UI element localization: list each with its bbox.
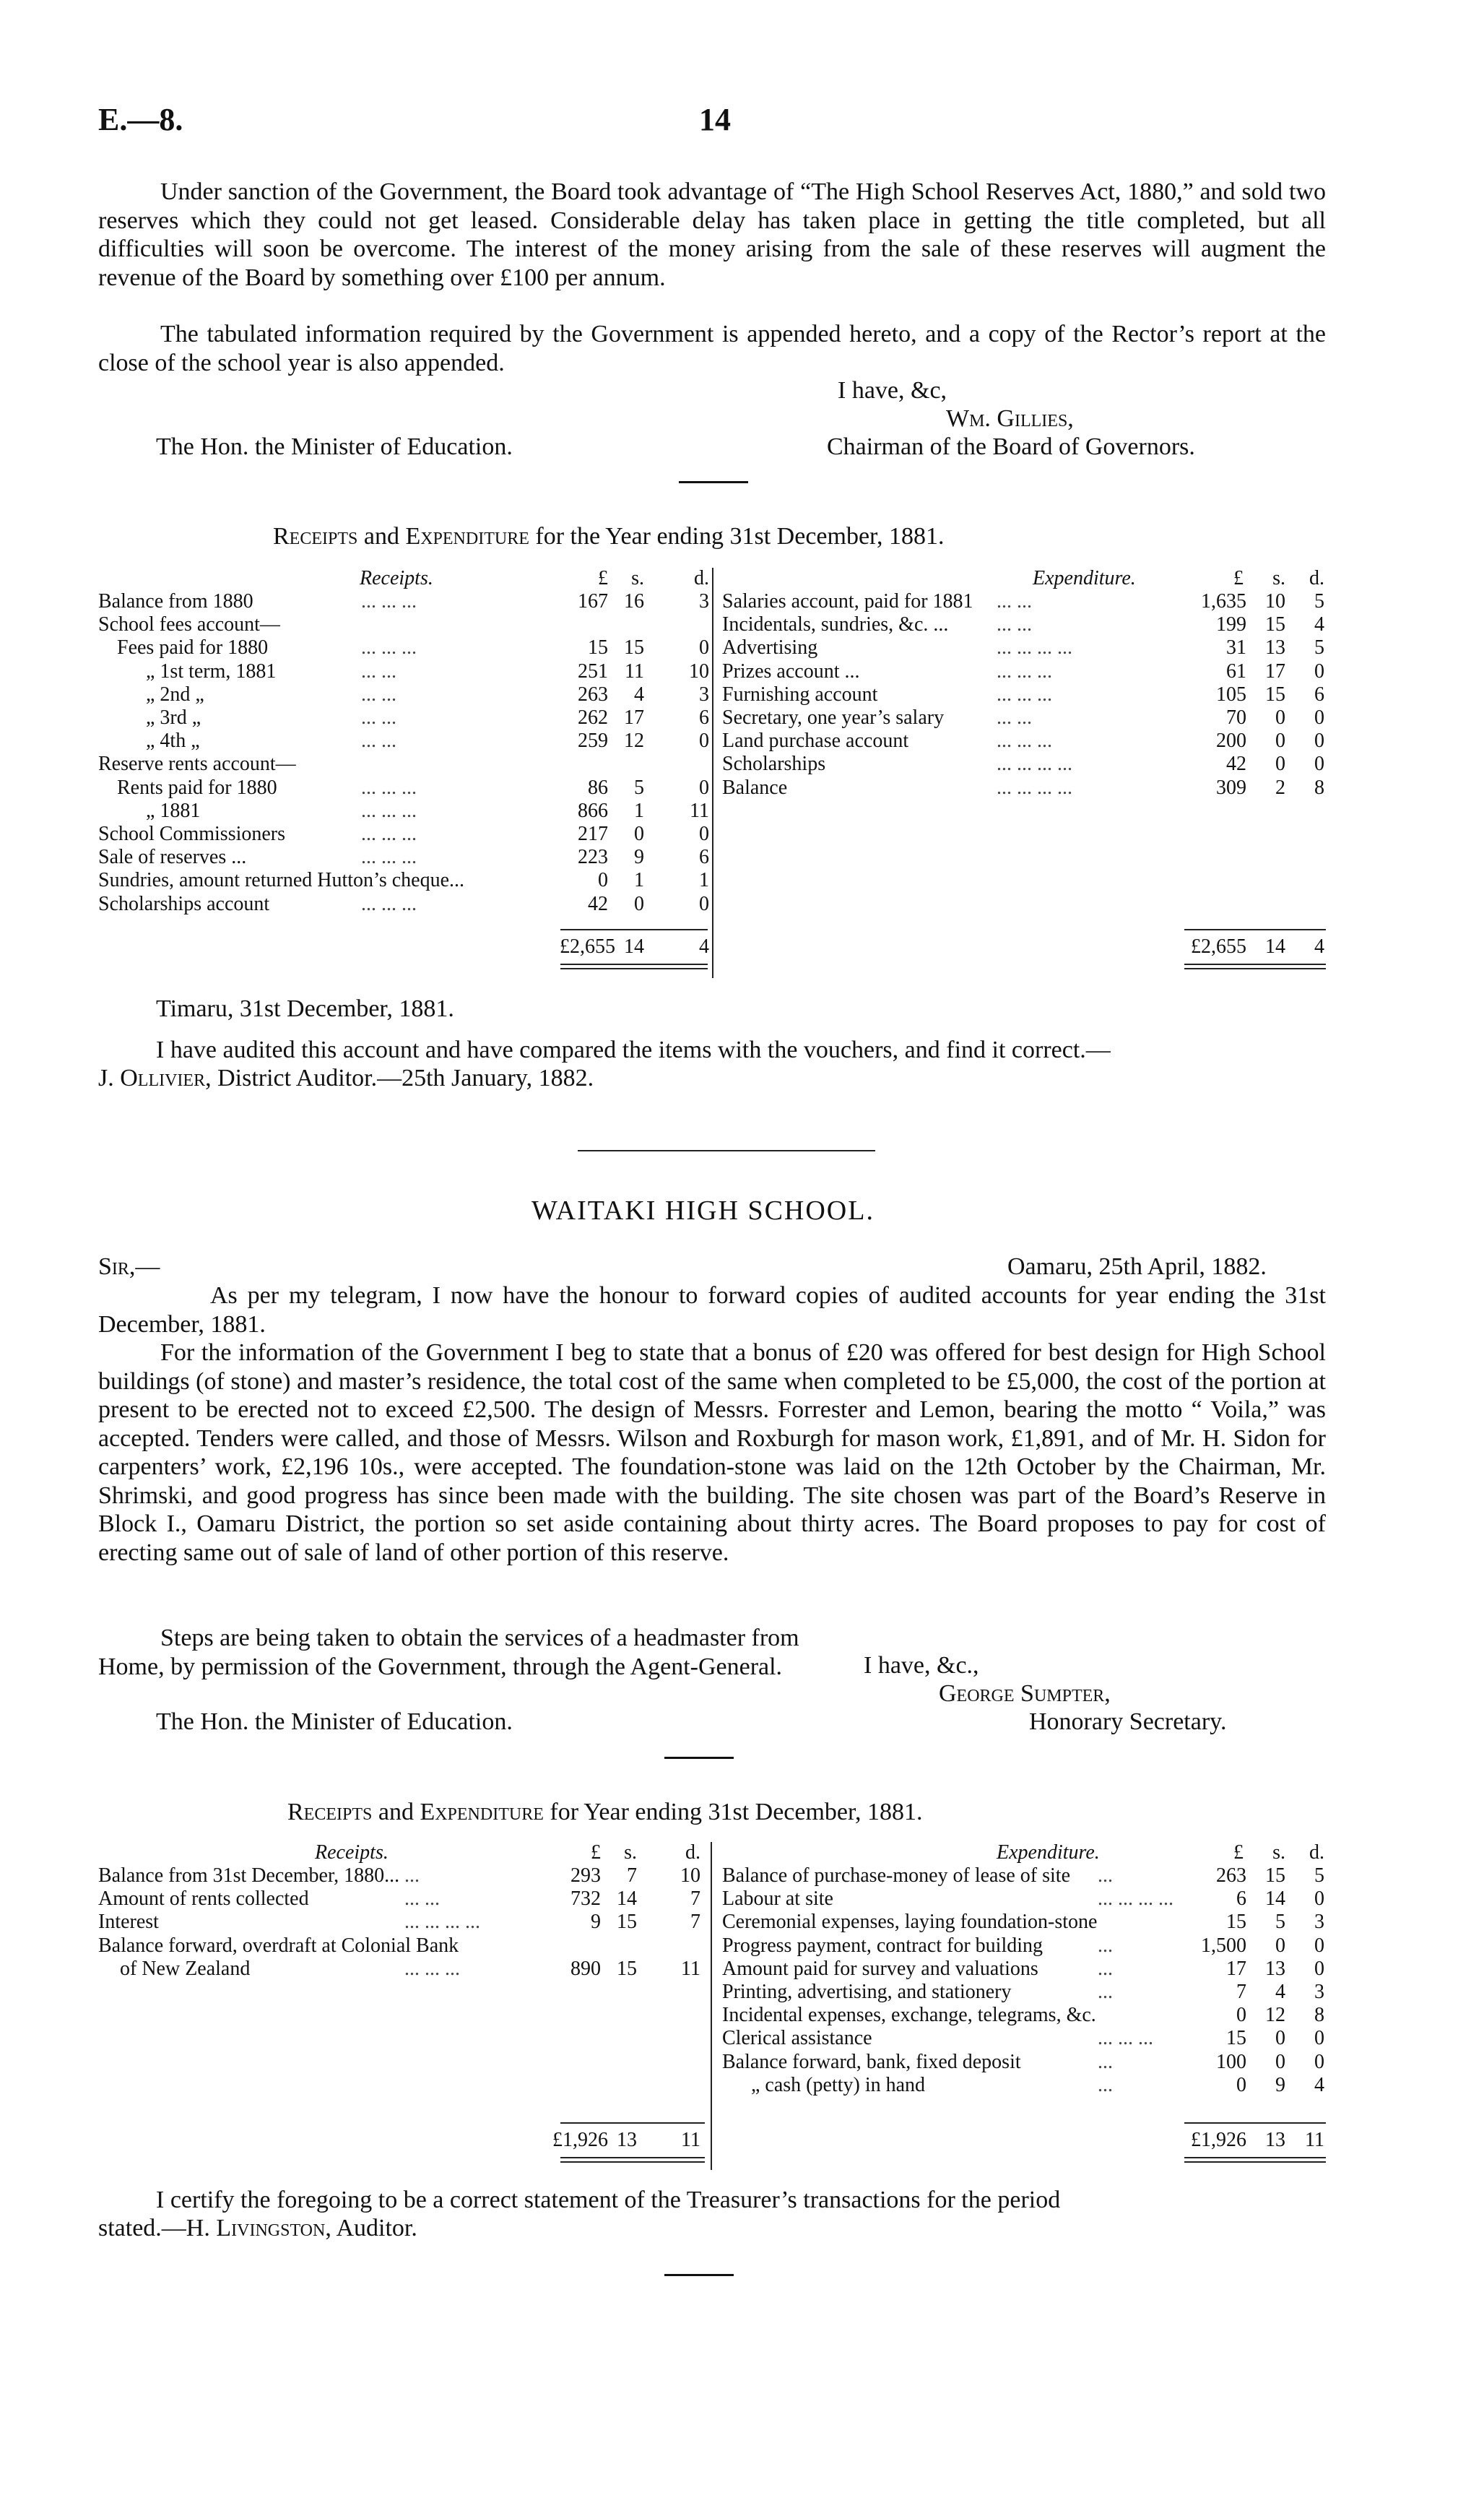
table2-expenditure-pounds: 1,500 [1201,1934,1246,1957]
table2-receipt-pence: 10 [680,1864,700,1887]
table1-receipt-pounds: 866 [578,799,608,822]
table1-receipt-pounds: 15 [588,636,608,660]
table2-expenditure-pence: 5 [1314,1864,1324,1887]
table1-receipt-label: „ 3rd „ [146,706,201,729]
letter-signatory: Wm. Gillies, [946,405,1074,432]
table2-exp-pence-header: d. [1309,1841,1324,1864]
table1-receipt-pence: 3 [699,590,709,613]
table2-receipt-pounds [542,1935,601,1957]
table2-expenditure-shillings: 14 [1265,1888,1285,1911]
table2-expenditure-pence: 0 [1314,1888,1324,1911]
table1-expenditure-pence: 0 [1314,730,1324,753]
table1-receipt-pence [680,753,709,775]
table1-receipts-total-rule [560,929,708,930]
table1-expenditure-shillings: 0 [1275,753,1285,776]
table1-expenditure-leader: ... ... [997,613,1032,636]
table2-receipt-label: Balance forward, overdraft at Colonial Bank [98,1934,459,1957]
table2-rec-pence-header: d. [685,1841,700,1864]
table1-receipt-label: Rents paid for 1880 [117,776,277,799]
table1-receipt-shillings: 16 [624,590,644,613]
certify-suffix: , Auditor. [325,2215,417,2241]
table1-receipt-label: School fees account— [98,613,280,636]
table2-receipt-leader: ... ... [404,1888,440,1911]
table1-expenditure-pence: 8 [1314,776,1324,799]
table1-title-rest: for the Year ending 31st December, 1881. [529,523,945,550]
table1-expenditure-double-rule-1 [1184,964,1326,965]
table1-receipt-pence: 0 [699,776,709,799]
table1-divider [712,568,713,978]
table1-expenditure-leader: ... ... [997,706,1032,729]
waitaki-signatory: George Sumpter, [939,1680,1111,1707]
table1-expenditure-label: Secretary, one year’s salary [722,706,945,729]
table2-expenditure-pence: 0 [1314,2027,1324,2050]
table1-expenditure-label: Salaries account, paid for 1881 [722,590,973,613]
table1-receipt-pounds: 263 [578,683,608,706]
table2-receipt-pounds: 293 [570,1864,601,1887]
table1-expenditure-pence: 0 [1314,660,1324,683]
table2-expenditure-pounds: 100 [1216,2050,1246,2073]
table1-receipt-leader: ... ... ... [361,776,417,799]
table1-receipt-shillings: 1 [634,799,644,822]
table2-expenditure-leader: ... [1098,1957,1113,1980]
table2-expenditure-total-shillings: 13 [1265,2129,1285,2151]
table2-title-receipts: Receipts [287,1799,373,1825]
table1-date-line: Timaru, 31st December, 1881. [156,995,454,1022]
table2-receipt-shillings: 15 [617,1957,637,1980]
section-rule [679,481,748,483]
waitaki-paragraph-2: For the information of the Government I beg to state that a bonus of £20 was offered for best design for High School buildings (of stone) and master’s residence, the total cost of the same when completed to be £5,000, the cost of the portion at present to be erected not to exceed £2,500. The design of Messrs. Forrester and Lemon, bearing the motto “ Voila,” was accepted. Tenders were called, and those of Messrs. Wilson and Roxburgh for mason work, £1,891, and of Mr. H. Sidon for carpenters’ work, £2,196 10s., were accepted. The foundation-stone was laid on the 12th October by the Chairman, Mr. Shrimski, and good progress has since been made with the building. The site chosen was part of the Board’s Reserve in Block I., Oamaru District, the portion so set aside containing about thirty acres. The Board proposes to pay for cost of erecting same out of sale of land of other portion of this reserve. [98,1339,1326,1566]
table2-expenditure-leader: ... ... ... [1098,2027,1153,2050]
certify-prefix: stated.—H. [98,2215,217,2241]
table1-expenditure-leader: ... ... [997,590,1032,613]
table1-expenditure-header: Expenditure. [1033,567,1136,589]
table2-receipt-pounds: 9 [591,1911,601,1934]
table2-expenditure-leader: ... [1098,1934,1113,1957]
table1-receipt-pounds [549,614,608,636]
table2-receipt-pence: 7 [690,1888,700,1911]
table1-receipts-double-rule-2 [560,968,708,969]
table1-receipt-shillings: 15 [624,636,644,660]
table1-receipts-total-shillings: 14 [624,935,644,958]
table1-receipt-label: „ 1881 [146,799,201,822]
table2-expenditure-pounds: 6 [1236,1888,1246,1911]
table2-receipt-label: of New Zealand [120,1957,251,1980]
table1-expenditure-label: Balance [722,776,788,799]
table1-receipt-pence: 0 [699,636,709,660]
table1-expenditure-pence: 0 [1314,753,1324,776]
table1-expenditure-pence: 5 [1314,590,1324,613]
table2-receipt-label: Interest [98,1911,159,1934]
table1-expenditure-shillings: 15 [1265,613,1285,636]
table1-expenditure-pence: 6 [1314,683,1324,706]
table2-receipt-pence [672,1935,700,1957]
table1-expenditure-pounds: 61 [1226,660,1246,683]
table1-expenditure-pounds: 31 [1226,636,1246,660]
waitaki-paragraph-1: As per my telegram, I now have the honour to forward copies of audited accounts for year ending the 31st December, 1881. [98,1282,1326,1338]
table2-expenditure-label: Clerical assistance [722,2027,872,2050]
table1-expenditure-total-rule [1184,929,1326,930]
table1-expenditure-pence: 4 [1314,613,1324,636]
table2-expenditure-pence: 8 [1314,2004,1324,2027]
table1-expenditure-leader: ... ... ... [997,730,1052,753]
table2-expenditure-pounds: 263 [1216,1864,1246,1887]
table1-receipt-label: Sundries, amount returned Hutton’s cheque... [98,869,465,892]
table1-expenditure-pounds: 199 [1216,613,1246,636]
table1-title [273,523,945,550]
table1-receipts-double-rule-1 [560,964,708,965]
table1-receipt-shillings: 0 [634,823,644,845]
table2-receipts-total-shillings: 13 [617,2129,637,2151]
table2-expenditure-label: Ceremonial expenses, laying foundation-stone [722,1911,1098,1934]
table1-receipts-total-pounds: £2,655 [560,935,615,958]
letter-paragraph-1: Under sanction of the Government, the Board took advantage of “The High School Reserves Act, 1880,” and sold two reserves which they could not get leased. Considerable delay has taken place in getting the title completed, but all difficulties will soon be overcome. The interest of the money arising from the sale of these reserves will augment the revenue of the Board by something over £100 per annum. [98,178,1326,291]
table2-expenditure-leader: ... [1098,1864,1113,1887]
table2-expenditure-pence: 3 [1314,1911,1324,1934]
table1-expenditure-double-rule-2 [1184,968,1326,969]
table1-receipt-shillings [618,753,644,775]
waitaki-addressee: The Hon. the Minister of Education. [156,1708,513,1735]
auditor-name: Livingston [216,2215,326,2241]
table2-expenditure-label: Labour at site [722,1888,833,1911]
table1-receipt-pounds [549,753,608,775]
table1-receipt-pence [680,614,709,636]
table1-receipt-label: Fees paid for 1880 [117,636,269,660]
table2-expenditure-leader: ... [1098,2073,1113,2096]
table1-receipt-shillings: 0 [634,892,644,915]
section-rule [664,1757,734,1759]
table1-receipt-label: Sale of reserves ... [98,846,247,869]
table1-expenditure-leader: ... ... ... [997,660,1052,683]
letter-paragraph-2: The tabulated information required by the Government is appended hereto, and a copy of the Rector’s report at the close of the school year is also appended. [98,321,1326,376]
table1-expenditure-label: Incidentals, sundries, &c. ... [722,613,949,636]
table1-receipt-label: Reserve rents account— [98,753,296,776]
table1-rec-pence-header: d. [694,567,709,589]
table1-receipt-pence: 6 [699,706,709,729]
table1-expenditure-label: Furnishing account [722,683,878,706]
table2-expenditure-pounds: 15 [1226,1911,1246,1934]
table2-expenditure-shillings: 0 [1275,2050,1285,2073]
table2-expenditure-shillings: 4 [1275,1981,1285,2003]
table1-receipt-pounds: 259 [578,730,608,753]
table2-title-and: and [372,1799,420,1825]
table2-expenditure-pounds: 15 [1226,2027,1246,2050]
table2-expenditure-label: Incidental expenses, exchange, telegrams, &c. [722,2004,1096,2027]
table1-receipt-pounds: 86 [588,776,608,799]
table1-receipt-leader: ... ... [361,706,396,729]
letter-closing: I have, &c, [838,377,947,404]
table1-expenditure-pounds: 200 [1216,730,1246,753]
closing-rule [664,2274,734,2276]
table2-receipts-total-rule [560,2122,705,2124]
table1-receipts-total-pence: 4 [699,935,709,958]
table2-expenditure-pounds: 17 [1226,1957,1246,1980]
table1-expenditure-leader: ... ... ... ... [997,753,1072,776]
table1-receipt-shillings: 12 [624,730,644,753]
table1-expenditure-label: Advertising [722,636,818,660]
table1-expenditure-leader: ... ... ... ... [997,776,1072,799]
table1-exp-pound-header: £ [1233,567,1244,589]
waitaki-paragraph-3: Steps are being taken to obtain the services of a headmaster from Home, by permission of the Government, through the Agent-General. [98,1625,799,1680]
table1-exp-pence-header: d. [1309,567,1324,589]
table2-receipts-header: Receipts. [315,1841,389,1864]
table1-exp-shilling-header: s. [1272,567,1285,589]
table1-receipt-pence: 0 [699,892,709,915]
table1-expenditure-pence: 5 [1314,636,1324,660]
table1-receipt-pence: 0 [699,823,709,845]
table1-title-receipts: Receipts [273,523,358,550]
waitaki-signatory-title: Honorary Secretary. [1029,1708,1227,1735]
table1-receipt-pounds: 42 [588,892,608,915]
table2-expenditure-pence: 0 [1314,1934,1324,1957]
certify-line-1: I certify the foregoing to be a correct statement of the Treasurer’s transactions for the period [156,2187,1061,2213]
table1-expenditure-pounds: 309 [1216,776,1246,799]
table1-expenditure-pence: 0 [1314,706,1324,729]
table2-expenditure-pence: 3 [1314,1981,1324,2003]
report-reference: E.—8. [98,102,183,137]
table1-receipt-pounds: 0 [598,869,608,892]
table1-receipt-shillings: 9 [634,846,644,869]
audit-line-1: I have audited this account and have compared the items with the vouchers, and find it correct.— [156,1037,1111,1063]
table2-expenditure-leader: ... ... ... ... [1098,1888,1173,1911]
table1-expenditure-label: Land purchase account [722,730,909,753]
table1-receipt-label: „ 1st term, 1881 [146,660,277,683]
table1-receipt-pence: 1 [699,869,709,892]
table2-exp-pound-header: £ [1233,1841,1244,1864]
table2-receipts-total-pence: 11 [681,2129,700,2151]
table2-expenditure-label: Progress payment, contract for building [722,1934,1043,1957]
table1-receipt-label: School Commissioners [98,823,286,845]
table2-receipts-double-rule-2 [560,2161,705,2163]
table1-receipt-leader: ... ... [361,683,396,706]
table2-expenditure-pence: 0 [1314,2050,1324,2073]
table2-expenditure-header: Expenditure. [997,1841,1100,1864]
table1-receipt-leader: ... ... ... [361,636,417,660]
table1-receipt-shillings: 1 [634,869,644,892]
table1-receipt-label: Scholarships account [98,892,270,915]
table1-receipt-leader: ... ... [361,730,396,753]
table1-expenditure-label: Prizes account ... [722,660,860,683]
table2-expenditure-pounds: 7 [1236,1981,1246,2003]
table1-receipt-pence: 6 [699,846,709,869]
table1-expenditure-leader: ... ... ... ... [997,636,1072,660]
table2-receipt-pounds: 732 [570,1888,601,1911]
table1-expenditure-pounds: 70 [1226,706,1246,729]
waitaki-salutation: Sir,— [98,1253,160,1280]
table1-expenditure-total-pence: 4 [1314,935,1324,958]
table2-expenditure-shillings: 5 [1275,1911,1285,1934]
table2-expenditure-total-pounds: £1,926 [1191,2129,1246,2151]
table1-expenditure-shillings: 0 [1275,706,1285,729]
table2-expenditure-shillings: 9 [1275,2073,1285,2096]
table2-receipt-shillings: 15 [617,1911,637,1934]
page-number: 14 [699,102,731,137]
audit-line-2 [98,1065,594,1092]
table1-receipts-header: Receipts. [360,567,433,589]
table1-receipt-pounds: 262 [578,706,608,729]
table1-receipt-leader: ... ... ... [361,590,417,613]
table2-expenditure-double-rule-1 [1184,2157,1326,2158]
table1-expenditure-total-pounds: £2,655 [1191,935,1246,958]
table2-receipt-pounds: 890 [570,1957,601,1980]
table1-receipt-leader: ... ... ... [361,892,417,915]
table2-exp-shilling-header: s. [1272,1841,1285,1864]
table1-receipt-shillings: 11 [625,660,644,683]
table2-title-expenditure: Expenditure [420,1799,544,1825]
table1-receipt-pence: 0 [699,730,709,753]
table1-expenditure-leader: ... ... ... [997,683,1052,706]
table2-receipt-pence: 11 [681,1957,700,1980]
table1-expenditure-label: Scholarships [722,753,826,776]
table1-expenditure-pounds: 42 [1226,753,1246,776]
table2-expenditure-leader: ... [1098,1981,1113,2003]
table1-expenditure-shillings: 2 [1275,776,1285,799]
table2-receipt-label: Amount of rents collected [98,1888,309,1911]
table1-title-and: and [357,523,406,550]
table2-expenditure-shillings: 13 [1265,1957,1285,1980]
table1-receipt-pounds: 217 [578,823,608,845]
table2-receipts-total-pounds: £1,926 [552,2129,608,2151]
table1-receipt-pence: 3 [699,683,709,706]
table2-expenditure-label: Amount paid for survey and valuations [722,1957,1038,1980]
table2-receipts-double-rule-1 [560,2157,705,2158]
table2-divider [711,1842,712,2170]
table2-title-rest: for Year ending 31st December, 1881. [543,1799,923,1825]
table2-expenditure-label: Balance forward, bank, fixed deposit [722,2050,1021,2073]
table1-receipt-leader: ... ... [361,660,396,683]
table1-expenditure-shillings: 10 [1265,590,1285,613]
table2-receipt-shillings [611,1935,637,1957]
table2-expenditure-label: Balance of purchase-money of lease of site [722,1864,1071,1887]
table1-expenditure-shillings: 17 [1265,660,1285,683]
section-divider-rule [578,1150,875,1151]
table2-receipt-leader: ... ... ... ... [404,1911,480,1934]
table1-expenditure-shillings: 0 [1275,730,1285,753]
table1-expenditure-pounds: 1,635 [1201,590,1246,613]
table2-expenditure-double-rule-2 [1184,2161,1326,2163]
table1-receipt-pence: 10 [689,660,709,683]
table2-rec-pound-header: £ [591,1841,601,1864]
letter-signatory-title: Chairman of the Board of Governors. [827,433,1195,460]
certify-line-2 [98,2215,417,2242]
table2-expenditure-total-pence: 11 [1305,2129,1324,2151]
table2-title [287,1799,922,1826]
audit-line-2-rest: , District Auditor.—25th January, 1882. [205,1065,594,1091]
table1-receipt-leader: ... ... ... [361,823,417,845]
table2-expenditure-pence: 0 [1314,1957,1324,1980]
waitaki-closing: I have, &c., [864,1652,979,1679]
table2-expenditure-pounds: 0 [1236,2004,1246,2027]
table2-receipt-pence: 7 [690,1911,700,1934]
district-auditor-name: J. Ollivier [98,1065,206,1091]
table1-receipt-pounds: 223 [578,846,608,869]
table1-receipt-shillings [618,614,644,636]
waitaki-heading: WAITAKI HIGH SCHOOL. [531,1195,875,1226]
table2-expenditure-pounds: 0 [1236,2073,1246,2096]
table2-expenditure-shillings: 15 [1265,1864,1285,1887]
table1-receipt-label: „ 2nd „ [146,683,204,706]
table2-receipt-shillings: 14 [617,1888,637,1911]
table1-receipt-shillings: 5 [634,776,644,799]
table2-receipt-label: Balance from 31st December, 1880... [98,1864,400,1887]
table1-receipt-shillings: 4 [634,683,644,706]
table1-receipt-pounds: 167 [578,590,608,613]
table1-receipt-label: „ 4th „ [146,730,200,753]
table1-rec-pound-header: £ [598,567,608,589]
table1-title-expenditure: Expenditure [405,523,529,550]
table1-receipt-pounds: 251 [578,660,608,683]
table2-expenditure-pence: 4 [1314,2073,1324,2096]
table2-receipt-shillings: 7 [627,1864,637,1887]
table2-expenditure-shillings: 12 [1265,2004,1285,2027]
waitaki-place-date: Oamaru, 25th April, 1882. [1007,1253,1267,1280]
table1-receipt-shillings: 17 [624,706,644,729]
table2-expenditure-total-rule [1184,2122,1326,2124]
table1-rec-shilling-header: s. [631,567,644,589]
table1-expenditure-pounds: 105 [1216,683,1246,706]
table1-expenditure-total-shillings: 14 [1265,935,1285,958]
table1-expenditure-shillings: 13 [1265,636,1285,660]
table2-rec-shilling-header: s. [624,1841,637,1864]
table2-receipt-leader: ... ... ... [404,1957,460,1980]
letter-addressee: The Hon. the Minister of Education. [156,433,513,460]
table2-receipt-leader: ... [404,1864,420,1887]
table2-expenditure-shillings: 0 [1275,1934,1285,1957]
table1-receipt-leader: ... ... ... [361,846,417,869]
table1-receipt-pence: 11 [690,799,709,822]
table2-expenditure-leader: ... [1098,2050,1113,2073]
table2-expenditure-shillings: 0 [1275,2027,1285,2050]
table2-expenditure-label: „ cash (petty) in hand [751,2073,926,2096]
table1-expenditure-shillings: 15 [1265,683,1285,706]
table1-receipt-leader: ... ... ... [361,799,417,822]
table2-expenditure-label: Printing, advertising, and stationery [722,1981,1012,2003]
table1-receipt-label: Balance from 1880 [98,590,253,613]
